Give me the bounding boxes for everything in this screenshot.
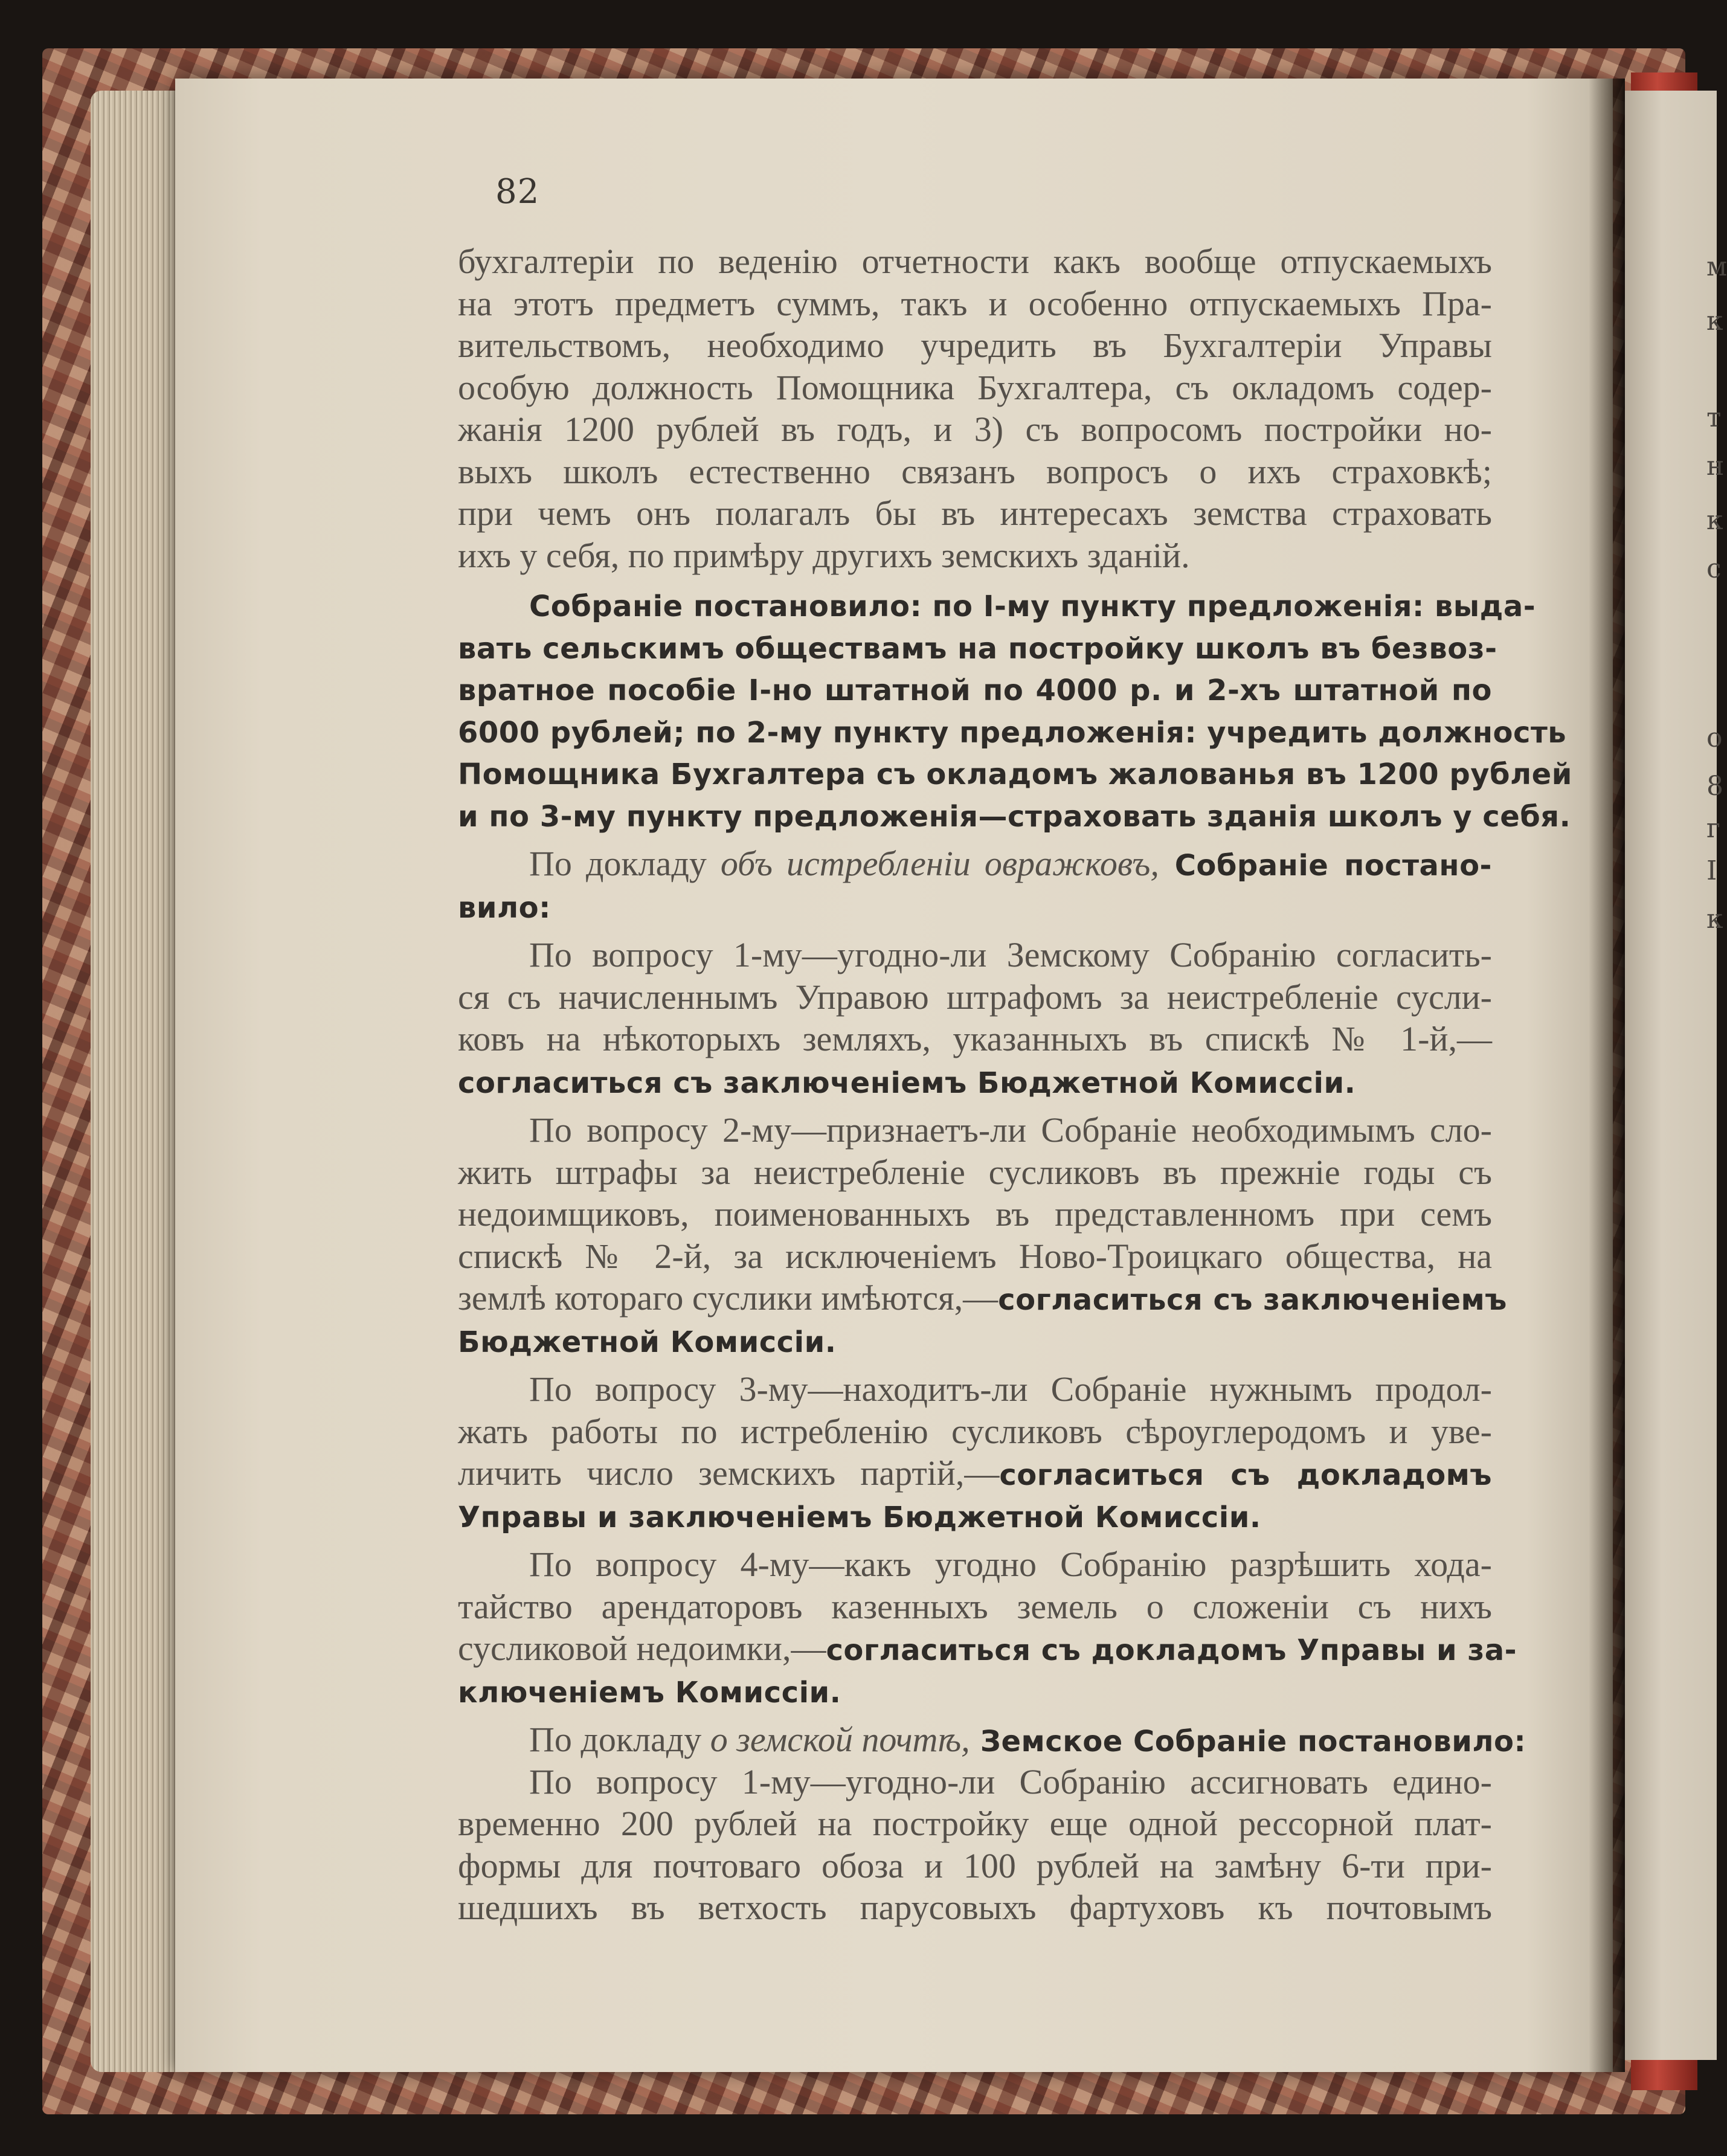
text-line (458, 1319, 1492, 1362)
page-edges (91, 91, 187, 2072)
body-text: землѣ котораго суслики имѣются,— (458, 1278, 999, 1318)
text-line (458, 934, 1492, 976)
text-line (458, 976, 1492, 1018)
bold-text: Управы и заключеніемъ Бюджетной Комиссіи. (458, 1500, 1261, 1534)
body-text: жать работы по истребленію сусликовъ сѣроуглеродомъ и уве- (458, 1411, 1492, 1451)
text-line (458, 1543, 1492, 1586)
italic-text: о земской почтѣ, (710, 1720, 970, 1759)
body-text: вительствомъ, необходимо учредить въ Бухгалтеріи Управы (458, 326, 1492, 365)
text-line (458, 1845, 1492, 1887)
body-text: сусликовой недоимки,— (458, 1629, 826, 1668)
book-gutter (1589, 79, 1625, 2072)
facing-page-letter: к (1706, 904, 1723, 935)
body-text: особую должность Помощника Бухгалтера, съ окладомъ содер- (458, 367, 1492, 407)
facing-page-letter: о (1706, 722, 1723, 753)
text-line (458, 794, 1571, 836)
text-line (458, 1670, 1492, 1712)
body-text: тайство арендаторовъ казенныхъ земель о сложеніи съ нихъ (458, 1586, 1492, 1626)
paragraph-gap (458, 835, 1492, 843)
bold-text: 6000 рублей; по 2-му пункту предложенія: учредить должность (458, 715, 1567, 750)
bold-text: согласиться съ заключеніемъ (998, 1283, 1507, 1317)
text-line (458, 626, 1497, 668)
bold-text: и по 3-му пункту предложенія—страховать зданія школъ у себя. (458, 799, 1571, 834)
body-text: при чемъ онъ полагалъ бы въ интересахъ земства страховать (458, 494, 1492, 533)
facing-page-letter: с (1706, 553, 1722, 584)
body-text: шедшихъ въ ветхость парусовыхъ фартуховъ къ почтовымъ (458, 1888, 1492, 1927)
text-line (458, 240, 1492, 283)
facing-page-letter: н (1706, 451, 1725, 481)
text-line (458, 1452, 1492, 1495)
text-line (458, 1761, 1492, 1803)
paragraph-gap (458, 1102, 1492, 1109)
facing-page-letter: м (1706, 251, 1727, 282)
text-line (458, 885, 1492, 927)
paragraph-gap (458, 1361, 1492, 1368)
facing-page-letter: І (1706, 855, 1717, 886)
text-line (458, 408, 1492, 451)
bold-text: вратное пособіе І-но штатной по 4000 р. и 2-хъ штатной по (458, 674, 1492, 707)
bold-text: вило: (458, 890, 551, 925)
text-line (458, 584, 1536, 626)
text-line (458, 1803, 1492, 1845)
text-line (458, 1719, 1526, 1761)
text-line (458, 1060, 1492, 1102)
text-line (458, 535, 1492, 577)
body-text: По докладу (529, 844, 721, 883)
paragraph-gap (458, 927, 1492, 934)
body-text: жанія 1200 рублей въ годъ, и 3) съ вопросомъ постройки но- (458, 410, 1492, 449)
body-text: формы для почтоваго обоза и 100 рублей на замѣну 6-ти при- (458, 1845, 1492, 1885)
body-text: недоимщиковъ, поименованныхъ въ представленномъ при семъ (458, 1194, 1492, 1234)
bold-text: Помощника Бухгалтера съ окладомъ жалованья въ 1200 рублей (458, 758, 1572, 791)
text-line (458, 1277, 1507, 1319)
body-text: выхъ школъ естественно связанъ вопросъ о ихъ страховкѣ; (458, 451, 1492, 491)
page-number: 82 (495, 172, 540, 211)
facing-page-letter: т (1706, 402, 1722, 433)
bold-text: ключеніемъ Комиссіи. (458, 1675, 841, 1710)
body-text: ихъ у себя, по примѣру другихъ земскихъ зданій. (458, 535, 1190, 575)
bold-text: Бюджетной Комиссіи. (458, 1325, 837, 1359)
text-line (458, 492, 1492, 535)
body-text: ковъ на нѣкоторыхъ земляхъ, указанныхъ въ спискѣ № 1-й,— (458, 1019, 1492, 1058)
text-line (458, 1411, 1492, 1453)
body-text: ся съ начисленнымъ Управою штрафомъ за неистребленіе сусли- (458, 977, 1492, 1017)
body-text: на этотъ предметъ суммъ, такъ и особенно отпускаемыхъ Пра- (458, 283, 1492, 323)
italic-text: объ истребленіи овражковъ, (720, 844, 1159, 883)
text-line (458, 324, 1492, 367)
text-line (458, 451, 1492, 493)
page-text-block (458, 240, 1572, 1929)
text-line (458, 668, 1492, 710)
text-line (458, 710, 1567, 752)
bold-text: согласиться съ докладомъ Управы и за- (826, 1633, 1517, 1667)
facing-page-letter: к (1706, 306, 1723, 336)
text-line (458, 367, 1492, 409)
body-text: По вопросу 3-му—находитъ-ли Собраніе нужнымъ продол- (529, 1369, 1492, 1409)
body-text: спискѣ № 2-й, за исключеніемъ Ново-Троицкаго общества, на (458, 1236, 1492, 1276)
text-line (458, 1586, 1492, 1628)
text-line (458, 1193, 1492, 1235)
bold-text: Собраніе постановило: по І-му пункту предложенія: выда- (529, 590, 1536, 623)
body-text: По вопросу 1-му—угодно-ли Собранію ассигновать едино- (529, 1762, 1492, 1801)
facing-page-letter: 8 (1706, 771, 1723, 802)
paragraph-gap (458, 1536, 1492, 1543)
paragraph-gap (458, 576, 1492, 584)
body-text: бухгалтеріи по веденію отчетности какъ вообще отпускаемыхъ (458, 242, 1492, 281)
body-text: личить число земскихъ партій,— (458, 1453, 1000, 1493)
text-line (458, 843, 1492, 885)
text-line (458, 1495, 1492, 1537)
body-text: По вопросу 1-му—угодно-ли Земскому Собранію соглаcить- (529, 935, 1492, 974)
paragraph-gap (458, 1711, 1492, 1719)
text-line (458, 1018, 1492, 1060)
text-line (458, 283, 1492, 325)
text-line (458, 1109, 1492, 1151)
text-line (458, 751, 1572, 794)
bold-text: вать сельскимъ обществамъ на постройку школъ въ безвоз- (458, 631, 1497, 666)
text-line (458, 1887, 1492, 1929)
text-line (458, 1368, 1492, 1411)
bold-text: Собраніе постано- (1159, 849, 1492, 883)
facing-page-letter: к (1706, 505, 1723, 536)
body-text: По вопросу 4-му—какъ угодно Собранію разрѣшить хода- (529, 1545, 1492, 1584)
bold-text: согласиться съ заключеніемъ Бюджетной Комиссіи. (458, 1066, 1356, 1100)
text-line (458, 1235, 1492, 1278)
text-line (458, 1151, 1492, 1194)
facing-page (1625, 91, 1717, 2060)
bold-text: согласиться съ докладомъ (999, 1458, 1492, 1492)
facing-page-letter: г (1706, 813, 1721, 844)
body-text: По вопросу 2-му—признаетъ-ли Собраніе необходимымъ сло- (529, 1110, 1492, 1150)
body-text: жить штрафы за неистребленіе сусликовъ въ прежніе годы съ (458, 1152, 1492, 1192)
body-text: временно 200 рублей на постройку еще одной рессорной плат- (458, 1804, 1492, 1843)
bold-text: Земское Собраніе постановило: (970, 1725, 1526, 1759)
text-line (458, 1627, 1517, 1670)
body-text: По докладу (529, 1720, 710, 1759)
